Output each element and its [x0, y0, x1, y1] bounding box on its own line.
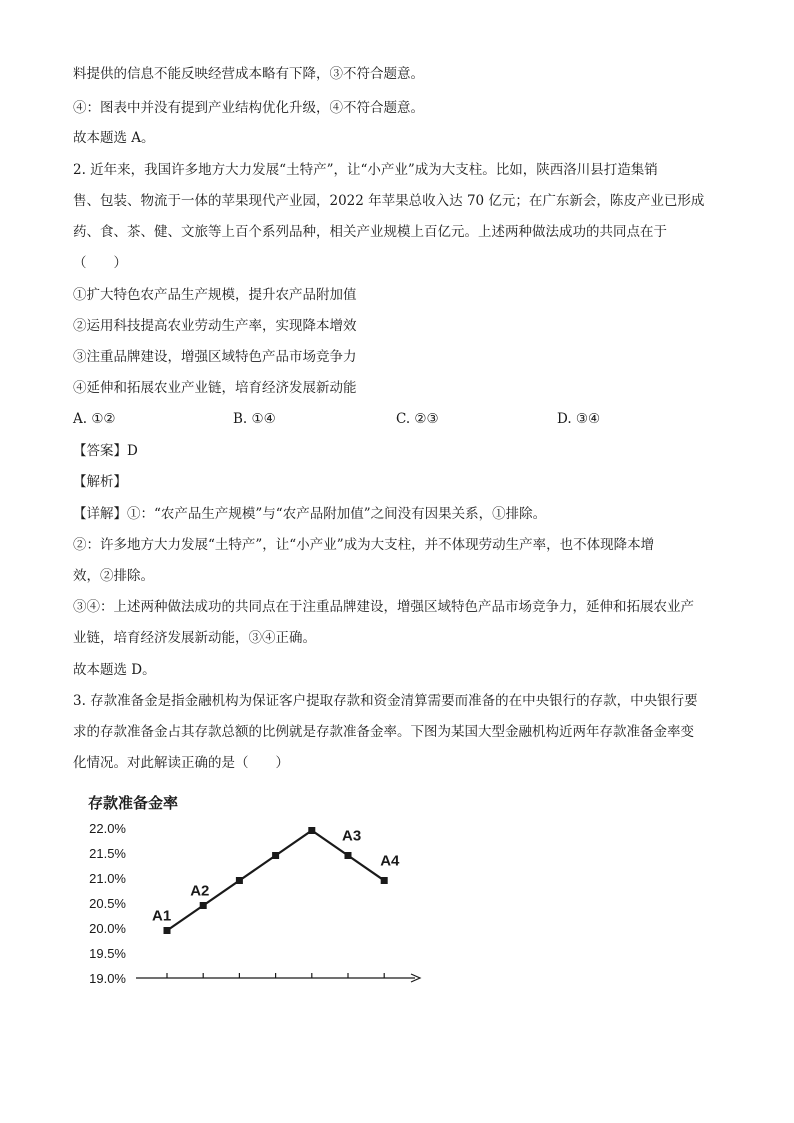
y-tick-label: 21.5% — [89, 846, 126, 861]
y-tick-label: 20.0% — [89, 921, 126, 936]
data-point — [272, 852, 279, 859]
answer-line — [73, 441, 138, 461]
question-3-stem: 3. 存款准备金是指金融机构为保证客户提取存款和资金清算需要而准备的在中央银行的存款，中央银行要 — [73, 693, 698, 709]
y-tick-label: 22.0% — [89, 821, 126, 836]
option-b: B. ①④ — [233, 411, 276, 427]
text-line: 料提供的信息不能反映经营成本略有下降，③不符合题意。 — [73, 66, 424, 82]
text-line: ③④：上述两种做法成功的共同点在于注重品牌建设，增强区域特色产品市场竞争力，延伸和拓展农业产 — [73, 599, 694, 615]
point-label: A4 — [380, 852, 400, 870]
text-line: 售、包装、物流于一体的苹果现代产业园，2022 年苹果总收入达 70 亿元；在广东新会，陈皮产业已形成 — [73, 193, 705, 209]
analysis-tag: 【解析】 — [73, 474, 127, 490]
text-line: ②：许多地方大力发展“土特产”，让“小产业”成为大支柱，并不体现劳动生产率，也不体现降本增 — [73, 537, 655, 553]
y-tick-label: 19.5% — [89, 946, 126, 961]
text-line: 故本题选 A。 — [73, 130, 155, 146]
option-a: A. ①② — [73, 411, 116, 427]
statement-1: ①扩大特色农产品生产规模，提升农产品附加值 — [73, 287, 357, 303]
point-label: A2 — [190, 882, 210, 900]
answer-tag: 【答案】 — [73, 443, 127, 459]
data-point — [381, 877, 388, 884]
chart-title: 存款准备金率 — [88, 795, 179, 812]
data-point — [200, 902, 207, 909]
text-line: 求的存款准备金占其存款总额的比例就是存款准备金率。下图为某国大型金融机构近两年存款准备金率变 — [73, 724, 694, 740]
y-axis-ticks — [89, 821, 126, 986]
text-line: 故本题选 D。 — [73, 662, 156, 678]
text-line: 化情况。对此解读正确的是（ ） — [73, 755, 289, 771]
data-point — [164, 927, 171, 934]
answer-value: D — [127, 443, 138, 459]
point-label: A3 — [342, 827, 362, 845]
option-c: C. ②③ — [396, 411, 439, 427]
point-label: A1 — [152, 907, 172, 925]
text-line: 业链，培育经济发展新动能，③④正确。 — [73, 630, 316, 646]
y-tick-label: 21.0% — [89, 871, 126, 886]
statement-2: ②运用科技提高农业劳动生产率，实现降本增效 — [73, 318, 357, 334]
reserve-ratio-chart — [70, 785, 450, 1005]
point-labels — [152, 828, 400, 925]
data-point — [308, 827, 315, 834]
statement-4: ④延伸和拓展农业产业链，培育经济发展新动能 — [73, 380, 357, 396]
y-tick-label: 19.0% — [89, 971, 126, 986]
x-axis-ticks — [167, 973, 384, 978]
data-point — [236, 877, 243, 884]
text-line: 效，②排除。 — [73, 568, 154, 584]
question-2-stem: 2. 近年来，我国许多地方大力发展“土特产”，让“小产业”成为大支柱。比如，陕西洛川县打造集销 — [73, 162, 658, 178]
option-d: D. ③④ — [557, 411, 601, 427]
statement-3: ③注重品牌建设，增强区域特色产品市场竞争力 — [73, 349, 357, 365]
data-point — [345, 852, 352, 859]
series-line — [167, 831, 384, 931]
text-line: 药、食、茶、健、文旅等上百个系列品种，相关产业规模上百亿元。上述两种做法成功的共同点在于 — [73, 224, 667, 240]
text-line: ④：图表中并没有提到产业结构优化升级，④不符合题意。 — [73, 100, 424, 116]
answer-blank: （ ） — [73, 255, 127, 271]
text-line: 【详解】①：“农产品生产规模”与“农产品附加值”之间没有因果关系，①排除。 — [73, 506, 547, 522]
y-tick-label: 20.5% — [89, 896, 126, 911]
